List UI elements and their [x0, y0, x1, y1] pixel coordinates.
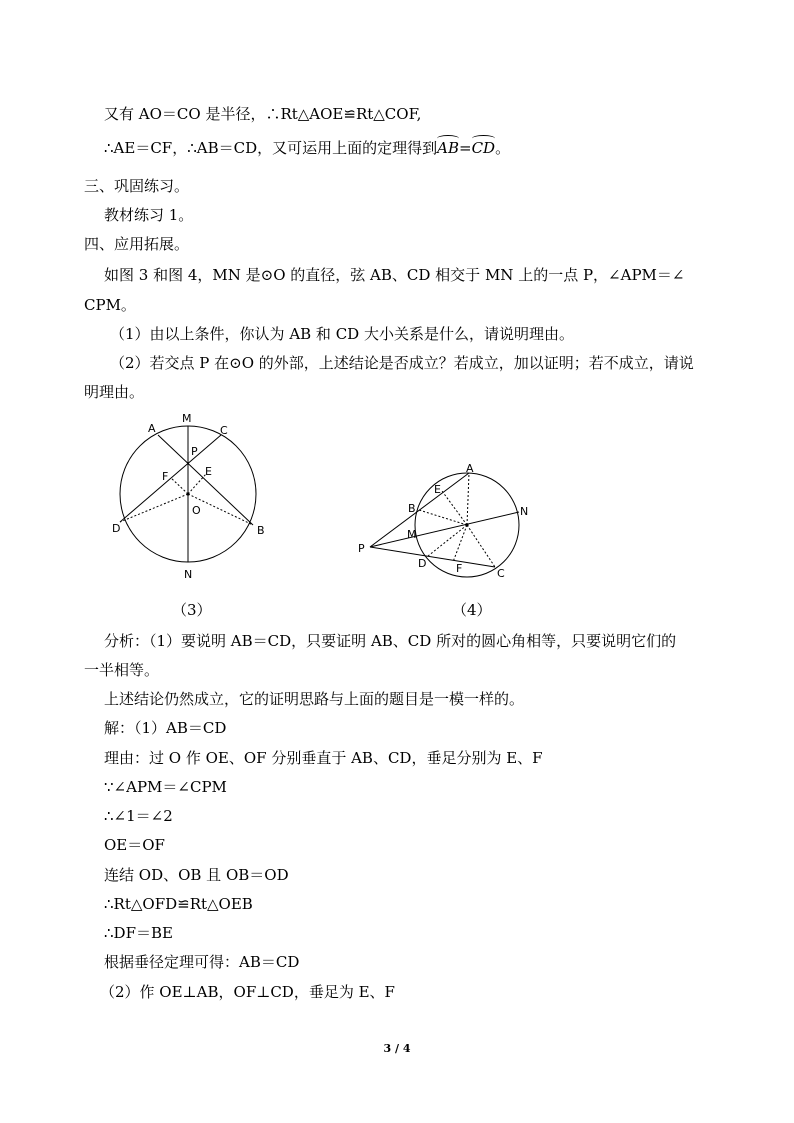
text-line-1: 又有 AO＝CO 是半径，∴Rt△AOE≌Rt△COF, — [104, 105, 422, 123]
text-line-22: 根据垂径定理可得：AB＝CD — [104, 953, 300, 971]
arc-cd: CD — [471, 139, 496, 157]
segment-od — [120, 494, 188, 522]
text-line-17: ∴∠1＝∠2 — [104, 807, 173, 825]
fig3-label-f: F — [162, 470, 169, 483]
text-line-11: 分析：（1）要说明 AB＝CD，只要证明 AB、CD 所对的圆心角相等，只要说明它们的 — [104, 632, 677, 650]
fig3-label-a: A — [148, 422, 156, 435]
text-line-7: CPM。 — [84, 296, 136, 314]
figure-4-caption: （4） — [452, 601, 492, 619]
text-line-13: 上述结论仍然成立，它的证明思路与上面的题目是一模一样的。 — [104, 690, 525, 708]
center-o-dot — [465, 523, 468, 526]
text-line-15: 理由：过 O 作 OE、OF 分别垂直于 AB、CD，垂足分别为 E、F — [104, 749, 543, 767]
fig3-label-o: O — [192, 504, 201, 517]
text-line-14: 解：（1）AB＝CD — [104, 719, 227, 737]
fig4-label-a: A — [466, 462, 474, 475]
text-line-10: 明理由。 — [84, 383, 145, 401]
text-line-9: （2）若交点 P 在⊙O 的外部，上述结论是否成立？若成立，加以证明；若不成立，请说 — [110, 354, 694, 372]
figure-3-caption: （3） — [172, 601, 212, 619]
fig3-label-n: N — [184, 568, 193, 581]
section-heading-3: 三、巩固练习。 — [84, 177, 190, 195]
fig4-label-f: F — [456, 562, 463, 575]
segment-ob — [419, 510, 467, 525]
text-line-2-pre: ∴AE＝CF，∴AB＝CD，又可运用上面的定理得到 — [104, 139, 438, 157]
text-line-16: ∵∠APM＝∠CPM — [104, 778, 227, 796]
text-line-21: ∴DF＝BE — [104, 924, 173, 942]
fig4-label-n: N — [520, 505, 529, 518]
fig4-label-b: B — [408, 502, 416, 515]
text-line-4: 教材练习 1。 — [104, 206, 194, 224]
text-line-2-post: 。 — [495, 139, 511, 157]
page-number: 3 / 4 — [383, 1042, 411, 1055]
center-o-dot — [186, 492, 189, 495]
arc-ab: AB — [437, 139, 459, 157]
text-line-12: 一半相等。 — [84, 661, 160, 679]
segment-oe — [442, 491, 467, 525]
text-line-23: （2）作 OE⊥AB，OF⊥CD，垂足为 E、F — [100, 983, 395, 1001]
fig4-label-p: P — [358, 542, 365, 555]
fig4-label-m: M — [407, 528, 417, 541]
line-pn — [370, 512, 519, 547]
text-line-18: OE＝OF — [104, 836, 165, 854]
segment-oa — [467, 473, 469, 525]
figure-3-diagram — [108, 408, 288, 588]
fig3-label-c: C — [220, 424, 228, 437]
segment-oe — [188, 474, 206, 494]
fig4-label-d: D — [418, 557, 427, 570]
section-heading-4: 四、应用拓展。 — [84, 235, 190, 253]
fig3-label-p: P — [191, 445, 198, 458]
fig3-label-b: B — [257, 524, 265, 537]
chord-cd — [120, 435, 221, 522]
segment-oc — [467, 525, 495, 567]
fig4-label-e: E — [434, 483, 441, 496]
fig3-label-d: D — [112, 522, 121, 535]
text-line-2 — [104, 138, 510, 158]
figure-4-diagram — [350, 460, 550, 590]
fig3-label-e: E — [205, 465, 212, 478]
fig3-label-m: M — [182, 412, 192, 425]
fig4-label-c: C — [497, 567, 505, 580]
text-line-20: ∴Rt△OFD≌Rt△OEB — [104, 895, 253, 913]
segment-of — [171, 478, 188, 494]
text-line-8: （1）由以上条件，你认为 AB 和 CD 大小关系是什么，请说明理由。 — [110, 325, 574, 343]
arc-equals: = — [458, 139, 472, 157]
text-line-6: 如图 3 和图 4，MN 是⊙O 的直径，弦 AB、CD 相交于 MN 上的一点 P，∠APM＝∠ — [104, 266, 685, 284]
text-line-19: 连结 OD、OB 且 OB＝OD — [104, 866, 289, 884]
